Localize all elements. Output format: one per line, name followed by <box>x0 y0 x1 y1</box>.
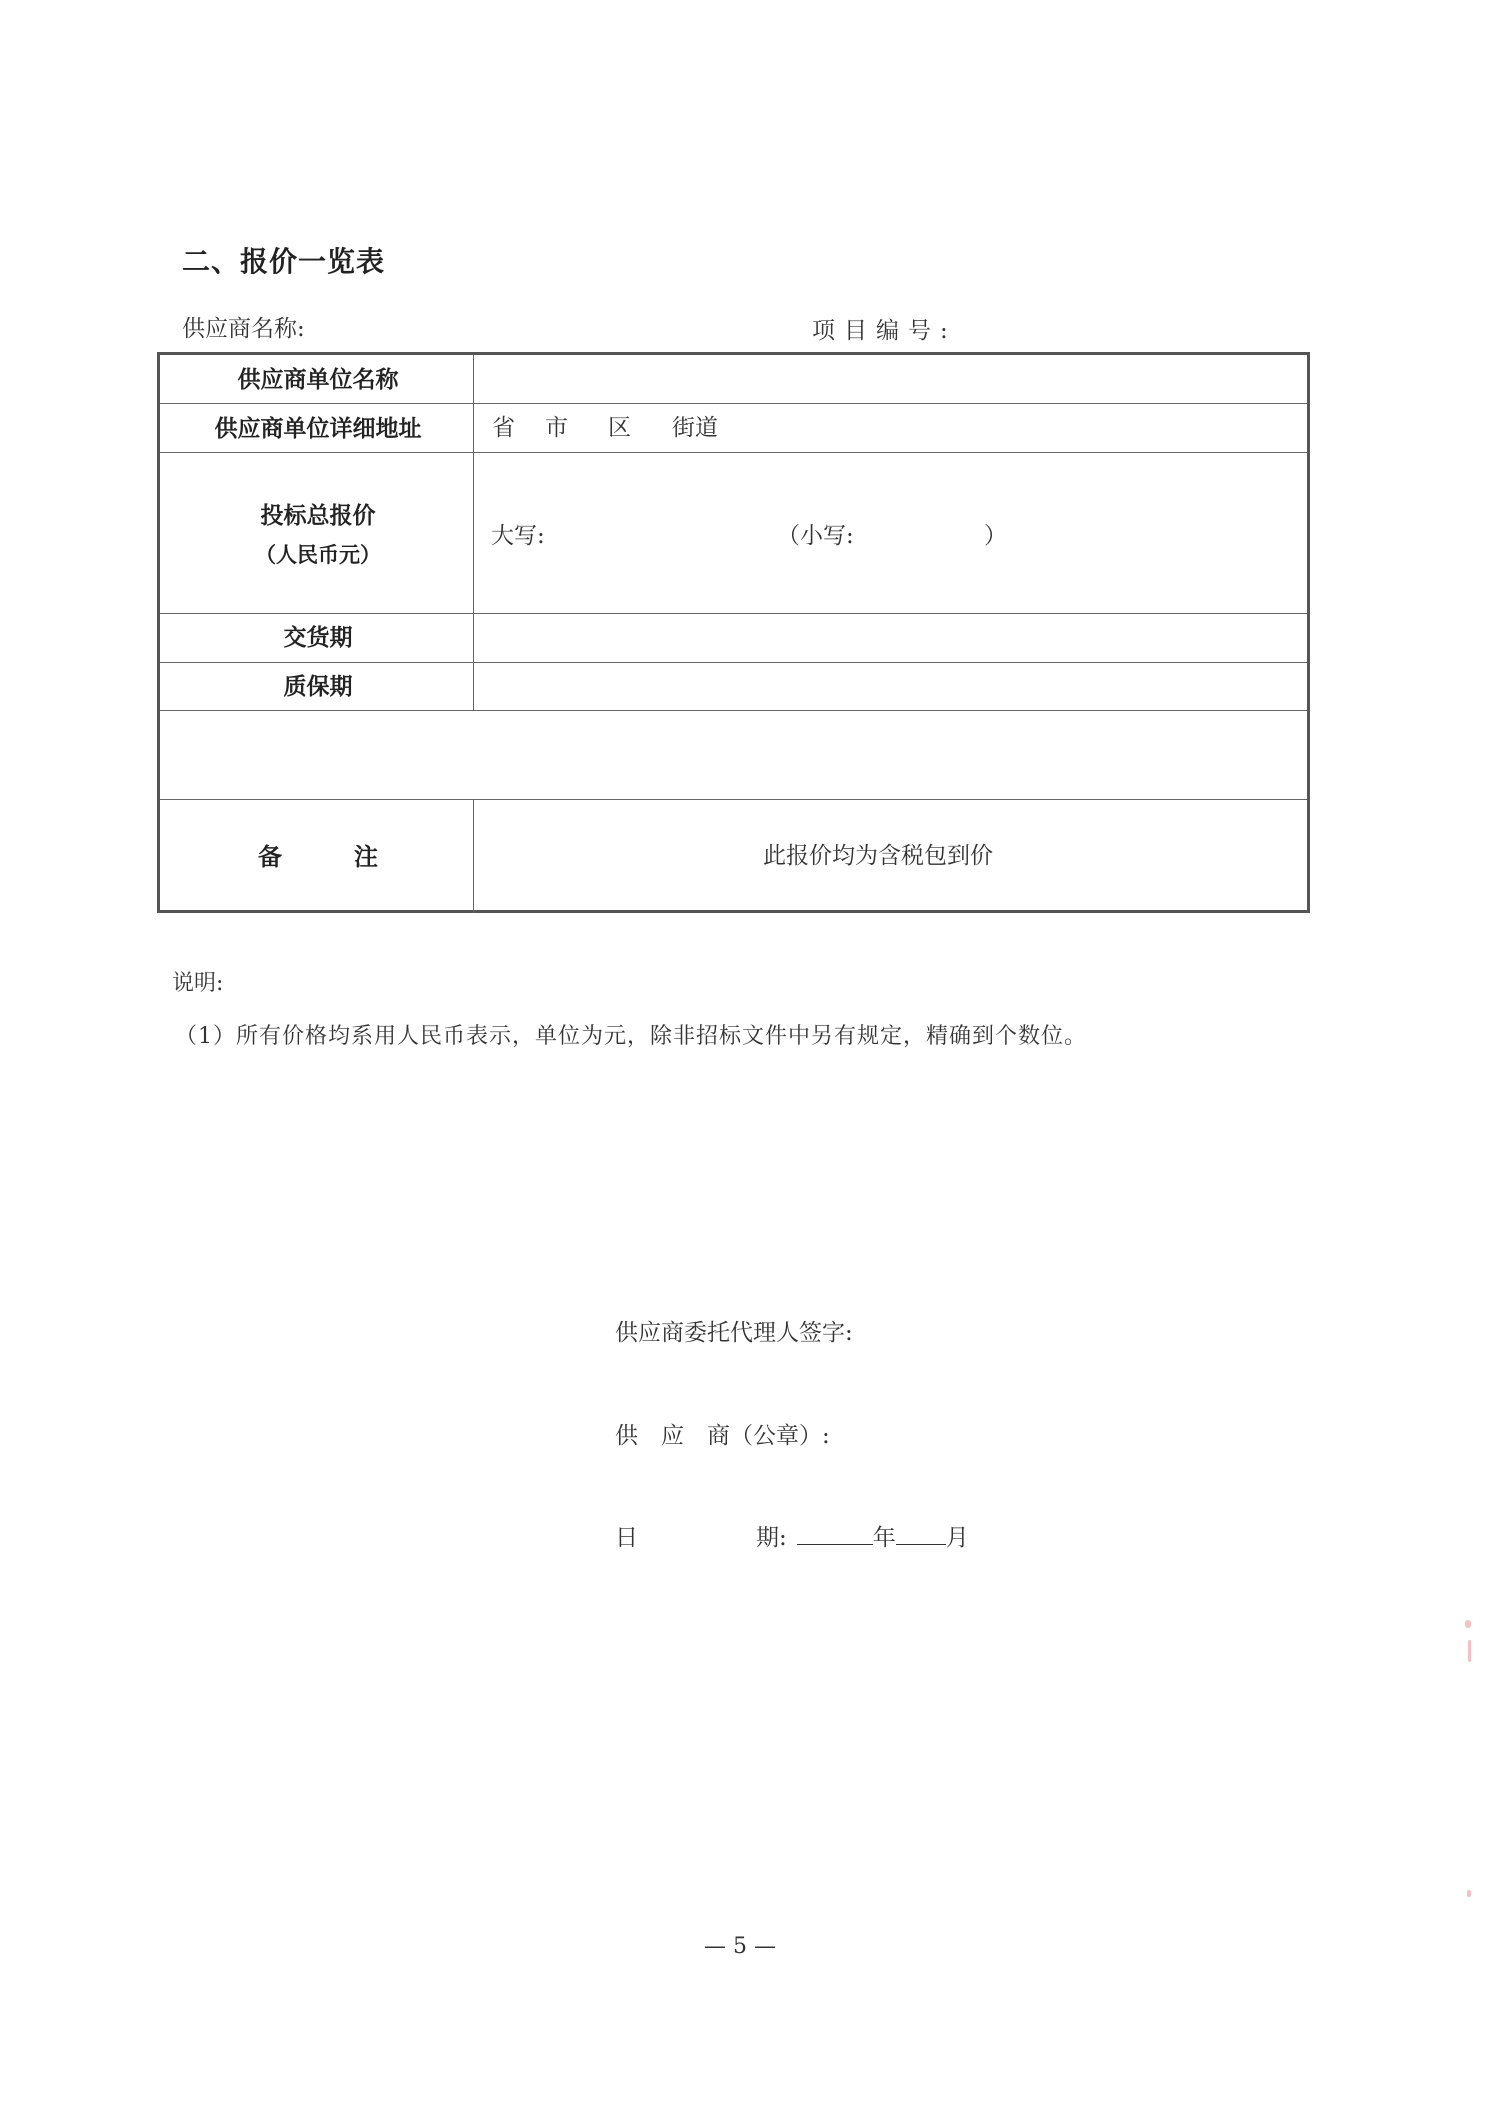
label-currency-rmb: （人民币元） <box>255 542 381 567</box>
row-divider <box>160 662 1307 663</box>
page-number: — 5 — <box>704 1934 776 1959</box>
supplier-name-label: 供应商名称: <box>182 316 305 342</box>
label-total-bid-price: 投标总报价 <box>260 502 376 529</box>
label-delivery-period: 交货期 <box>283 624 353 651</box>
column-divider <box>473 355 474 710</box>
blank-row <box>164 715 1304 795</box>
row-divider <box>160 799 1307 800</box>
lowercase-amount-close: ） <box>984 523 1007 549</box>
warranty-period-field[interactable] <box>480 666 1305 706</box>
supplier-seal-label: 供 应 商（公章）: <box>615 1423 830 1449</box>
lowercase-amount-field[interactable] <box>860 515 980 555</box>
notes-heading: 说明: <box>172 971 224 996</box>
address-district: 区 <box>608 415 631 441</box>
uppercase-amount-field[interactable] <box>540 515 770 555</box>
delivery-period-field[interactable] <box>480 617 1305 657</box>
row-divider <box>160 452 1307 453</box>
date-line <box>615 1524 969 1550</box>
quotation-table <box>157 352 1310 913</box>
month-blank[interactable] <box>896 1524 946 1545</box>
date-label-day: 日 <box>615 1525 638 1551</box>
address-province: 省 <box>492 415 515 441</box>
row-divider <box>160 710 1307 711</box>
seal-fragment <box>1465 1620 1471 1628</box>
supplier-unit-name-field[interactable] <box>480 359 1305 399</box>
note-item: （1）所有价格均系用人民币表示，单位为元，除非招标文件中另有规定，精确到个数位。 <box>175 1024 1088 1049</box>
seal-fragment <box>1467 1890 1471 1897</box>
month-label: 月 <box>945 1525 969 1551</box>
section-title: 二、报价一览表 <box>182 245 386 278</box>
address-city: 市 <box>545 415 568 441</box>
year-label: 年 <box>872 1525 896 1551</box>
label-remarks: 备 注 <box>258 842 378 871</box>
project-number-label: 项目编号: <box>812 318 957 344</box>
label-warranty-period: 质保期 <box>283 673 353 700</box>
date-label-period: 期: <box>756 1525 787 1551</box>
row-divider <box>160 403 1307 404</box>
lowercase-amount-label: （小写: <box>777 523 854 549</box>
row-divider <box>160 613 1307 614</box>
label-supplier-address: 供应商单位详细地址 <box>214 415 422 442</box>
address-street: 街道 <box>672 415 718 441</box>
label-supplier-unit-name: 供应商单位名称 <box>237 366 399 393</box>
uppercase-amount-label: 大写: <box>491 523 545 549</box>
seal-fragment <box>1468 1640 1471 1662</box>
agent-signature-label: 供应商委托代理人签字: <box>615 1320 853 1346</box>
year-blank[interactable] <box>797 1524 873 1545</box>
remarks-text: 此报价均为含税包到价 <box>763 843 993 869</box>
